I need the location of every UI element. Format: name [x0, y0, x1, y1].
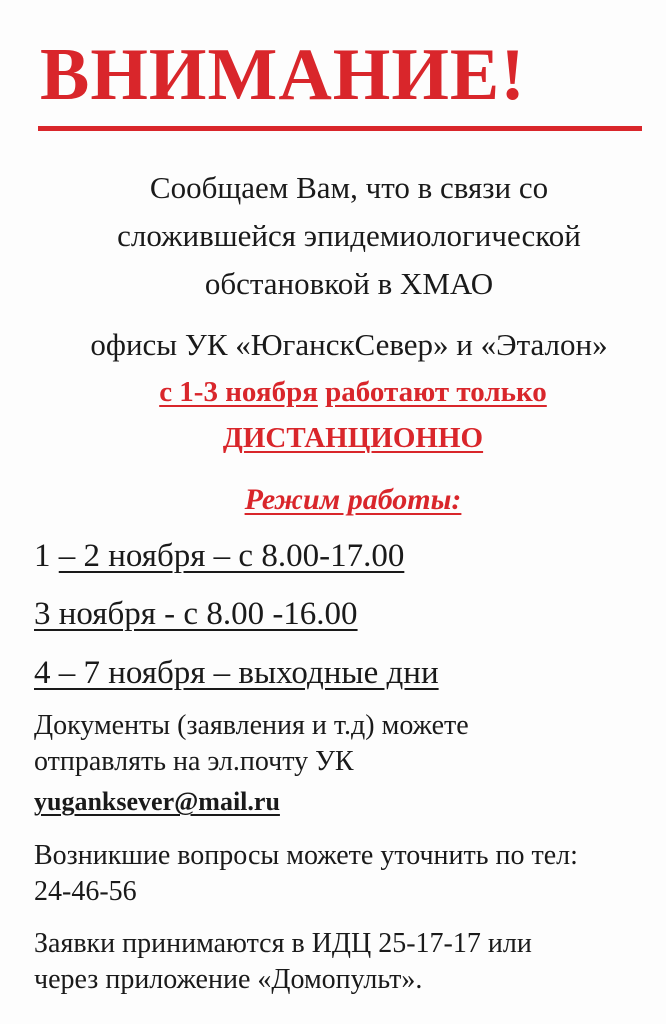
schedule-item — [34, 535, 404, 577]
intro-line-2: сложившейся эпидемиологической — [117, 218, 581, 253]
questions-phone: 24-46-56 — [34, 876, 137, 907]
schedule-item-prefix: 1 — [34, 538, 59, 574]
notice-title: ВНИМАНИЕ! — [40, 34, 526, 116]
questions-line-1: Возникшие вопросы можете уточнить по тел: — [34, 840, 578, 871]
intro-line-3: обстановкой в ХМАО — [204, 266, 494, 301]
remote-word: ДИСТАНЦИОННО — [222, 422, 484, 454]
requests-line-2: через приложение «Домопульт». — [34, 964, 423, 995]
schedule-item — [34, 593, 358, 635]
documents-line-2: отправлять на эл.почту УК — [34, 746, 354, 777]
offices-line: офисы УК «ЮганскСевер» и «Эталон» — [90, 327, 608, 362]
schedule-item-text: 4 – 7 ноября – выходные дни — [34, 655, 439, 691]
schedule-item — [34, 652, 439, 694]
title-underline — [38, 126, 642, 131]
documents-line-1: Документы (заявления и т.д) можете — [34, 710, 469, 741]
schedule-heading — [20, 480, 666, 520]
schedule-item-text: – 2 ноября – с 8.00-17.00 — [58, 538, 405, 574]
requests-line-1: Заявки принимаются в ИДЦ 25-17-17 или — [34, 928, 532, 959]
email-link[interactable]: yuganksever@mail.ru — [34, 787, 280, 816]
remote-line — [20, 373, 666, 411]
remote-word-line — [20, 419, 666, 457]
remote-only-text: работают только — [325, 376, 547, 408]
schedule-heading-text: Режим работы: — [244, 483, 462, 516]
schedule-item-text: 3 ноября - с 8.00 -16.00 — [34, 596, 358, 632]
intro-line-1: Сообщаем Вам, что в связи со — [149, 170, 549, 205]
remote-dates: с 1-3 ноября — [159, 376, 318, 408]
